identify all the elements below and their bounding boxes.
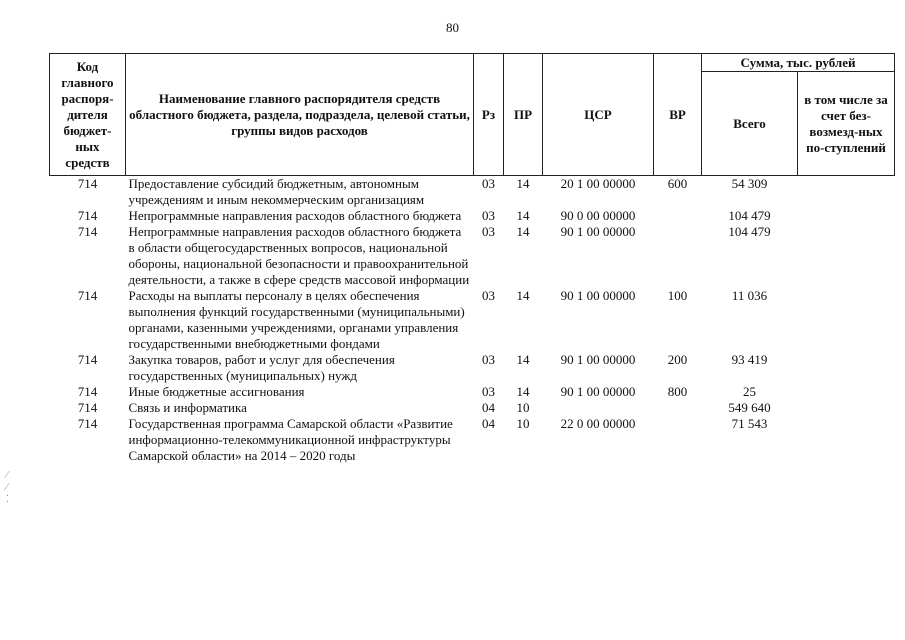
cell-csr: 90 1 00 00000 bbox=[560, 352, 636, 367]
page-number: 80 bbox=[446, 20, 459, 35]
cell-pr: 10 bbox=[516, 416, 530, 431]
cell-incl bbox=[798, 416, 895, 464]
table-row bbox=[50, 288, 895, 352]
cell-vr: 800 bbox=[667, 384, 688, 399]
cell-name: Иные бюджетные ассигнования bbox=[128, 384, 305, 399]
cell-pr: 14 bbox=[516, 288, 530, 303]
cell-vr: 200 bbox=[667, 352, 688, 367]
cell-pr: 14 bbox=[516, 176, 530, 191]
cell-csr: 90 0 00 00000 bbox=[560, 208, 636, 223]
cell-incl bbox=[798, 384, 895, 400]
cell-name: Непрограммные направления расходов областного бюджета в области общегосударственных вопросов, национальной обороны, национальной безопасности и правоохранительной деятельности, а также в сфере средств массовой информации bbox=[128, 224, 470, 287]
cell-code: 714 bbox=[77, 384, 98, 399]
cell-code: 714 bbox=[77, 176, 98, 191]
cell-pr: 14 bbox=[516, 352, 530, 367]
cell-rz: 04 bbox=[482, 416, 495, 431]
cell-csr: 90 1 00 00000 bbox=[560, 288, 636, 303]
cell-rz: 03 bbox=[482, 208, 495, 223]
cell-incl bbox=[798, 288, 895, 352]
table-row bbox=[50, 208, 895, 224]
cell-name: Предоставление субсидий бюджетным, автономным учреждениям и иным некоммерческим организациям bbox=[128, 176, 425, 207]
cell-total: 54 309 bbox=[731, 176, 768, 191]
cell-incl bbox=[798, 400, 895, 416]
cell-total: 104 479 bbox=[728, 208, 771, 223]
table-row bbox=[50, 400, 895, 416]
cell-name: Закупка товаров, работ и услуг для обеспечения государственных (муниципальных) нужд bbox=[128, 352, 395, 383]
cell-name: Связь и информатика bbox=[128, 400, 247, 415]
header-sum: Сумма, тыс. рублей bbox=[702, 54, 895, 72]
table-body bbox=[50, 176, 895, 465]
header-pr: ПР bbox=[504, 54, 543, 176]
cell-total: 11 036 bbox=[731, 288, 768, 303]
cell-total: 104 479 bbox=[728, 224, 771, 239]
cell-total: 93 419 bbox=[731, 352, 768, 367]
cell-incl bbox=[798, 208, 895, 224]
cell-rz: 03 bbox=[482, 224, 495, 239]
header-csr: ЦСР bbox=[543, 54, 654, 176]
cell-incl bbox=[798, 224, 895, 288]
cell-incl bbox=[798, 176, 895, 209]
cell-name: Расходы на выплаты персоналу в целях обеспечения выполнения функций государственными (муниципальными) органами, казенными учреждениями, органами управления государственными внебюджетными фондами bbox=[128, 288, 465, 351]
header-code: Код главного распоря-дителя бюджет-ных средств bbox=[50, 54, 126, 176]
cell-vr bbox=[654, 208, 702, 224]
table-row bbox=[50, 384, 895, 400]
cell-csr bbox=[543, 400, 654, 416]
header-total: Всего bbox=[702, 72, 798, 176]
cell-vr bbox=[654, 224, 702, 288]
cell-rz: 03 bbox=[482, 352, 495, 367]
cell-vr: 600 bbox=[667, 176, 688, 191]
header-name: Наименование главного распорядителя средств областного бюджета, раздела, подраздела, целевой статьи, группы видов расходов bbox=[126, 54, 474, 176]
cell-csr: 90 1 00 00000 bbox=[560, 224, 636, 239]
cell-pr: 14 bbox=[516, 208, 530, 223]
table-row bbox=[50, 352, 895, 384]
cell-total: 549 640 bbox=[728, 400, 771, 415]
cell-pr: 14 bbox=[516, 384, 530, 399]
header-incl: в том числе за счет без-возмезд-ных по-ступлений bbox=[798, 72, 895, 176]
cell-total: 25 bbox=[743, 384, 756, 399]
cell-pr: 10 bbox=[516, 400, 530, 415]
cell-pr: 14 bbox=[516, 224, 530, 239]
header-rz: Рз bbox=[474, 54, 504, 176]
table-row bbox=[50, 416, 895, 464]
cell-rz: 04 bbox=[482, 400, 495, 415]
table-header bbox=[50, 54, 895, 176]
cell-csr: 20 1 00 00000 bbox=[560, 176, 636, 191]
cell-vr: 100 bbox=[667, 288, 688, 303]
budget-table bbox=[49, 53, 895, 464]
cell-rz: 03 bbox=[482, 176, 495, 191]
cell-code: 714 bbox=[77, 400, 98, 415]
cell-code: 714 bbox=[77, 288, 98, 303]
cell-rz: 03 bbox=[482, 288, 495, 303]
cell-code: 714 bbox=[77, 352, 98, 367]
margin-scribble: ⁄ ⁄ ⁚ bbox=[6, 470, 10, 505]
header-vr: ВР bbox=[654, 54, 702, 176]
cell-code: 714 bbox=[77, 416, 98, 431]
cell-rz: 03 bbox=[482, 384, 495, 399]
table-row bbox=[50, 224, 895, 288]
cell-vr bbox=[654, 400, 702, 416]
cell-vr bbox=[654, 416, 702, 464]
cell-incl bbox=[798, 352, 895, 384]
cell-name: Непрограммные направления расходов областного бюджета bbox=[128, 208, 462, 223]
cell-total: 71 543 bbox=[731, 416, 768, 431]
cell-name: Государственная программа Самарской области «Развитие информационно-телекоммуникационной инфраструктуры Самарской области» на 2014 – 2020 годы bbox=[128, 416, 453, 463]
cell-code: 714 bbox=[77, 208, 98, 223]
table-row bbox=[50, 176, 895, 209]
cell-code: 714 bbox=[77, 224, 98, 239]
cell-csr: 90 1 00 00000 bbox=[560, 384, 636, 399]
cell-csr: 22 0 00 00000 bbox=[560, 416, 636, 431]
